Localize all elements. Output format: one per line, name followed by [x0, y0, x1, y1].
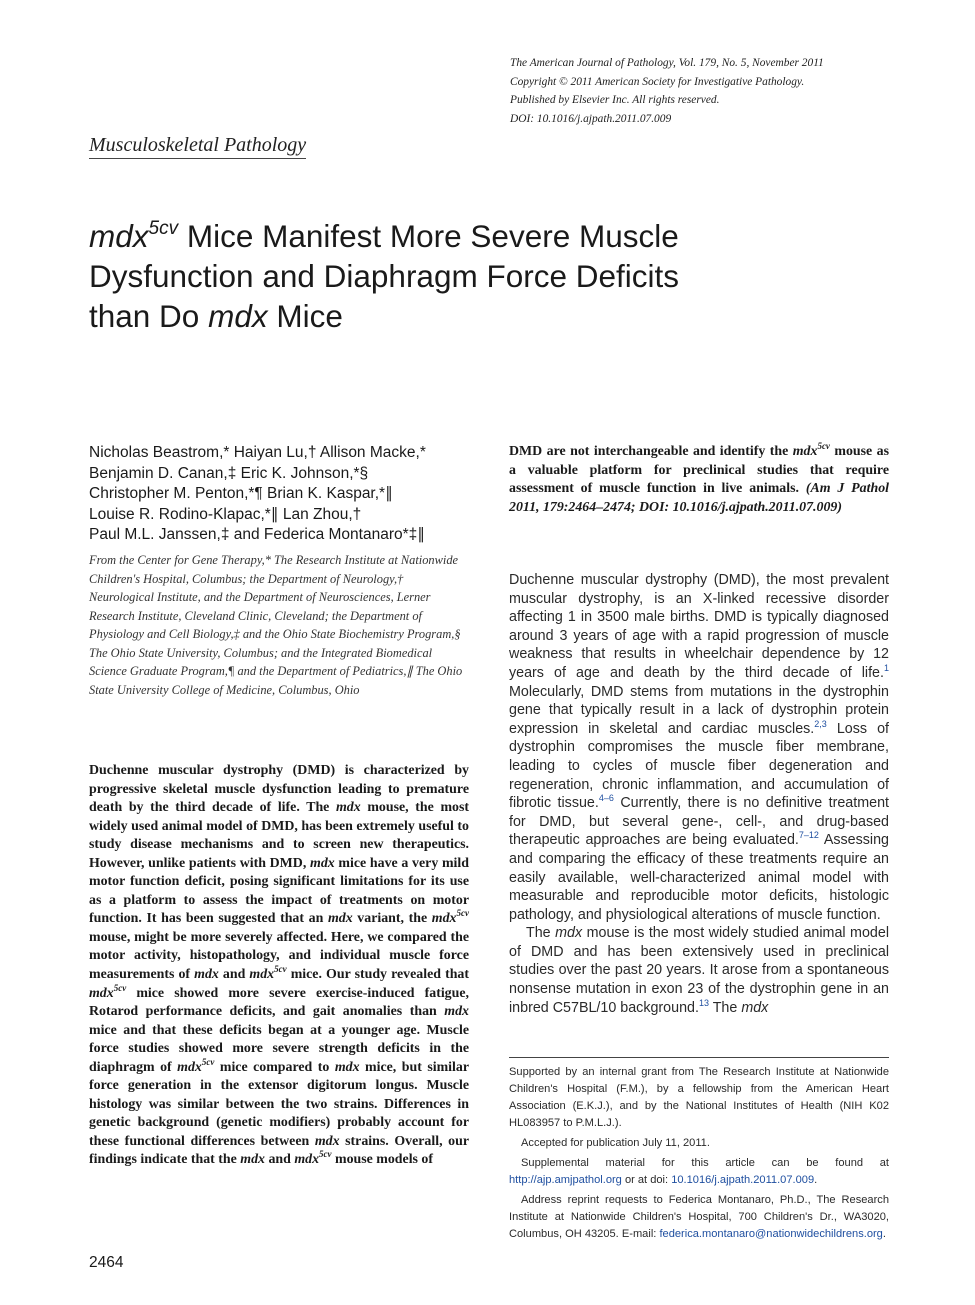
mdx5cv-term: [431, 908, 469, 927]
abstract-text: and: [264, 1152, 295, 1168]
abstract: [89, 762, 469, 1170]
reference-link[interactable]: 4–6: [598, 793, 614, 804]
article-title: [89, 216, 809, 336]
note-text: Address reprint requests to Federica Montanaro, Ph.D., The Research Institute at Nationwide Children's Hospital, 700 Children's Dr., WA3020, Columbus, OH 43205. E-mail:: [509, 1194, 889, 1240]
mdx-sup: 5cv: [319, 1149, 332, 1160]
abstract-text: Duchenne muscular dystrophy (DMD) is characterized by progressive skeletal muscle dysfunction leading to premature death by the third decade of life. The: [89, 763, 469, 816]
abstract-text: mouse, the most widely used animal model of DMD, has been extremely useful to study disease mechanisms and to screen new therapeutics. However, unlike patients with DMD,: [89, 800, 469, 871]
mdx-term: mdx: [314, 1133, 340, 1149]
mdx-term: mdx: [555, 925, 583, 942]
page-number: 2464: [89, 1254, 124, 1271]
body-text-span: Molecularly, DMD stems from mutations in the dystrophin gene that typically result in a lack of dystrophin protein expression in skeletal and cardiac muscles.: [509, 683, 889, 737]
mdx-sup: 5cv: [113, 982, 127, 993]
mdx-term: mdx: [444, 1004, 469, 1020]
mdx-term: mdx: [431, 911, 457, 927]
abstract-text: mouse models of: [331, 1152, 434, 1168]
body-text: [509, 571, 889, 1017]
abstract-text: variant, the: [352, 911, 432, 927]
mdx-term: mdx: [177, 1059, 202, 1075]
body-text-span: The: [708, 999, 742, 1016]
author-line: Nicholas Beastrom,* Haiyan Lu,† Allison Macke,*: [89, 444, 426, 461]
section-label: Musculoskeletal Pathology: [89, 134, 306, 159]
body-text-span: Currently, there is no definitive treatment for DMD, but several gene-, cell-, and drug-based therapeutic approaches are being evaluated.: [509, 795, 889, 849]
supplemental-note: [509, 1155, 889, 1189]
abstract-text: mice, but similar force generation in the extensor digitorum longus. Muscle histology was similar between the two strains. Differences in genetic background (genetic modifiers) probably account for these functional differences between: [89, 1059, 469, 1149]
abstract-text: mouse, might be more severely affected. Here, we compared the motor activity, histopathology, and individual muscle force measurements of: [89, 929, 469, 983]
body-text-span: Assessing and comparing the efficacy of these treatments require an easily available, well-characterized animal model with measurable and reproducible motor deficits, histologic pathology, and physiological alterations of muscle function.: [509, 832, 889, 923]
mdx-term: mdx: [310, 855, 335, 871]
mdx-term: mdx: [334, 1059, 360, 1075]
author-line: Paul M.L. Janssen,‡ and Federica Montanaro*‡∥: [89, 526, 426, 543]
mdx5cv-term: [177, 1056, 215, 1075]
title-line3b: Mice: [267, 298, 343, 334]
mdx-term: mdx: [89, 985, 114, 1001]
body-text-span: The: [526, 925, 556, 942]
mdx-term: mdx: [194, 967, 219, 983]
body-paragraph: [509, 924, 889, 1017]
title-sup: 5cv: [148, 218, 179, 239]
mdx-term: mdx: [792, 444, 818, 459]
reference-link[interactable]: 1: [883, 662, 889, 673]
mdx5cv-term: [89, 982, 127, 1001]
author-line: Benjamin D. Canan,‡ Eric K. Johnson,*§: [89, 464, 369, 482]
doi-link[interactable]: 10.1016/j.ajpath.2011.07.009: [671, 1174, 815, 1186]
title-part1: Mice Manifest More Severe Muscle: [178, 218, 679, 254]
journal-publisher: Published by Elsevier Inc. All rights reserved.: [510, 94, 720, 106]
reference-link[interactable]: 2,3: [814, 718, 827, 729]
abstract-text: mouse as a valuable platform for preclinical studies that require assessment of muscle function in live animals.: [509, 444, 889, 497]
accepted-note: Accepted for publication July 11, 2011.: [521, 1137, 710, 1149]
author-line: Christopher M. Penton,*¶ Brian K. Kaspar,*∥: [89, 485, 393, 502]
mdx-term: mdx: [327, 911, 353, 927]
abstract-text: mice compared to: [214, 1059, 335, 1075]
title-mdx: mdx: [89, 218, 149, 254]
journal-citation: The American Journal of Pathology, Vol. 179, No. 5, November 2011: [510, 57, 824, 69]
title-line3-mdx: mdx: [208, 298, 268, 334]
body-paragraph: [509, 571, 889, 924]
mdx-term: mdx: [249, 967, 275, 983]
body-text-span: mouse is the most widely studied animal model of DMD and has been extensively used in preclinical studies over the past 20 years. It arose from a spontaneous nonsense mutation in exon 23 of the dystrophin gene in an inbred C57BL/10 background.: [509, 925, 889, 1016]
abstract-text: strains. Overall, our findings indicate that the: [89, 1133, 470, 1168]
funding-note: Supported by an internal grant from The Research Institute at Nationwide Children's Hospital (F.M.), by a fellowship from the American Heart Association (E.K.J.), and by the National Institutes of Health (NIH K02 HL083957 to P.M.L.J.).: [509, 1066, 889, 1129]
mdx5cv-term: [792, 441, 830, 459]
reference-link[interactable]: 7–12: [798, 830, 819, 841]
mdx-term: mdx: [294, 1152, 320, 1168]
footnote-divider: [509, 1057, 889, 1058]
journal-copyright: Copyright © 2011 American Society for Investigative Pathology.: [510, 75, 805, 88]
reprint-note: [509, 1192, 889, 1243]
note-text: Supplemental material for this article can be found at: [521, 1157, 889, 1169]
note-text: or at doi:: [621, 1174, 672, 1186]
abstract-text: DMD are not interchangeable and identify the: [509, 444, 793, 459]
journal-header: [510, 54, 930, 128]
abstract-text: mice showed more severe exercise-induced fatigue, Rotarod performance deficits, and gait anomalies than: [89, 985, 469, 1020]
author-list: [89, 443, 469, 546]
mdx-sup: 5cv: [274, 964, 287, 975]
abstract-text: mice and that these deficits began at a younger age. Muscle force studies showed more severe strength deficits in the diaphragm of: [89, 1022, 469, 1075]
mdx-term: mdx: [336, 800, 361, 816]
mdx5cv-term: [294, 1149, 332, 1168]
supplemental-url-link[interactable]: http://ajp.amjpathol.org: [509, 1174, 622, 1186]
abstract-text: and: [218, 967, 250, 983]
title-line2: Dysfunction and Diaphragm Force Deficits: [89, 258, 679, 294]
note-text: .: [814, 1174, 818, 1186]
affiliations: From the Center for Gene Therapy,* The Research Institute at Nationwide Children's Hospital, Columbus; the Department of Neurology,† Neurological Institute, and the Department of Neurosciences, Lerner Research Institute, Cleveland Clinic, Cleveland; the Department of Physiology and Cell Biology,‡ and the Ohio State Biochemistry Program,§ The Ohio State University, Columbus; and the Integrated Biomedical Science Graduate Program,¶ and the Department of Pediatrics,∥ The Ohio State University College of Medicine, Columbus, Ohio: [89, 553, 463, 697]
mdx-term: mdx: [741, 999, 769, 1016]
author-line: Louise R. Rodino-Klapac,*∥ Lan Zhou,†: [89, 505, 362, 523]
abstract-continued: [509, 443, 889, 517]
journal-doi: DOI: 10.1016/j.ajpath.2011.07.009: [510, 112, 672, 125]
abstract-citation: (Am J Pathol 2011, 179:2464–2474; DOI: 10.1016/j.ajpath.2011.07.009): [509, 481, 890, 515]
title-line3a: than Do: [89, 298, 209, 334]
email-link[interactable]: federica.montanaro@nationwidechildrens.org: [659, 1228, 883, 1240]
abstract-text: mice. Our study revealed that: [286, 967, 469, 983]
mdx5cv-term: [249, 964, 287, 983]
mdx-sup: 5cv: [456, 908, 469, 919]
note-text: .: [882, 1228, 886, 1240]
abstract-text: mice have a very mild motor function deficit, posing significant limitations for its use as a platform to assess the impact of treatments on motor function. It has been suggested that an: [89, 855, 470, 927]
footnotes: [509, 1064, 889, 1246]
body-text-span: Duchenne muscular dystrophy (DMD), the most prevalent muscular dystrophy, is an X-linked recessive disorder affecting 1 in 3500 male births. DMD is typically diagnosed around 3 years of age with a rapid progression of muscle weakness that results in wheelchair dependence by 12 years of age and death by the third decade of life.: [509, 572, 889, 681]
mdx-term: mdx: [240, 1152, 265, 1168]
body-text-span: Loss of dystrophin compromises the muscle fiber membrane, leading to cycles of muscle fiber degeneration and regeneration, chronic inflammation, and accumulation of fibrotic tissue.: [509, 720, 889, 812]
mdx-sup: 5cv: [201, 1056, 215, 1067]
reference-link[interactable]: 13: [698, 997, 709, 1008]
mdx-sup: 5cv: [817, 441, 830, 451]
